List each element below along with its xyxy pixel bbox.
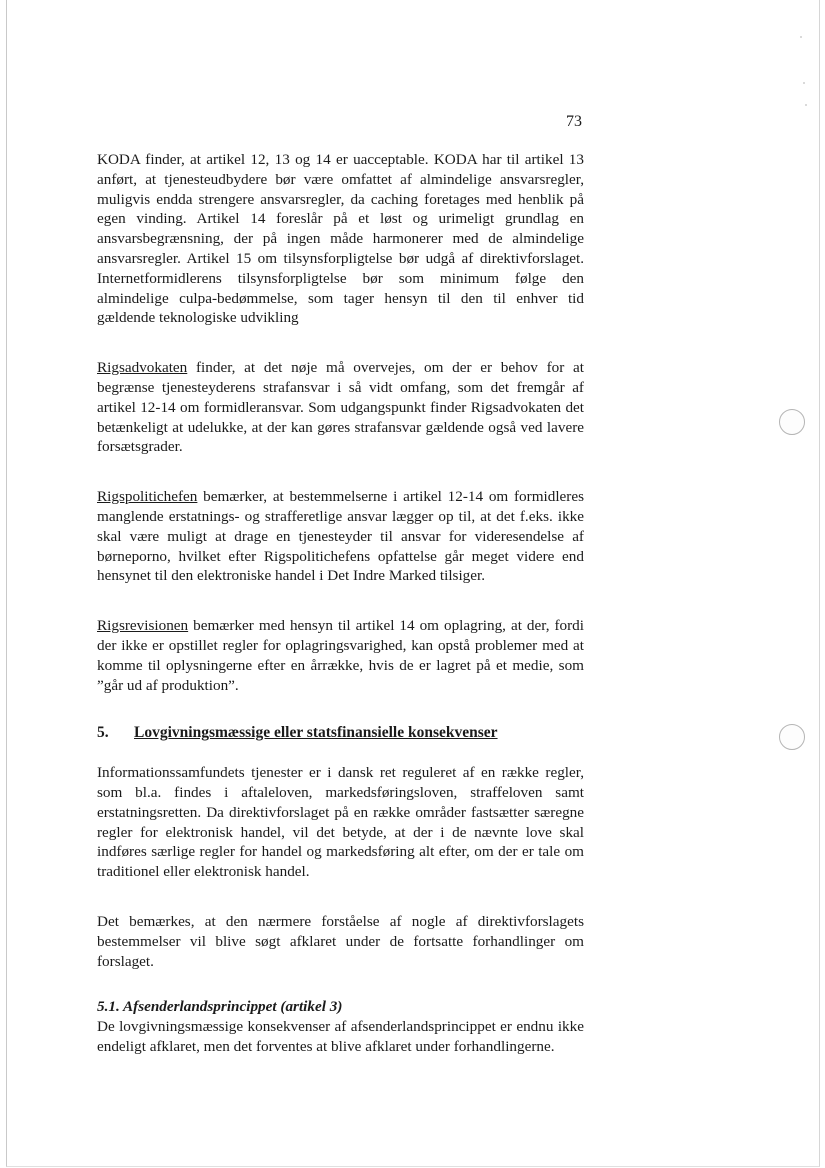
section-number: 5. [97, 724, 109, 742]
section-paragraph: Det bemærkes, at den nærmere forståelse af nogle af direktivforslagets bestemmelser vil blive søgt afklaret under de fortsatte forhandlinger om forslaget. [97, 912, 584, 970]
section-heading [97, 723, 584, 743]
punch-hole-bottom [779, 724, 805, 750]
scan-speck [805, 104, 807, 106]
paragraph-lead: Rigsadvokaten [97, 359, 188, 377]
paragraph-text: finder, at det nøje må overvejes, om der er behov for at begrænse tjenesteyderens strafansvar i så vidt omfang, som det fremgår af artikel 12-14 om formidleransvar. Som udgangspunkt finder Rigsadvokaten det betænkeligt at udelukke, at der kan gøres strafansvar gældende også ved lavere forsætsgrader. [97, 359, 584, 456]
scan-speck [803, 82, 805, 84]
scan-speck [800, 36, 802, 38]
paragraph-rigsadvokaten [97, 358, 584, 457]
punch-hole-top [779, 409, 805, 435]
document-body [97, 150, 584, 1057]
section-title: Lovgivningsmæssige eller statsfinansielle konsekvenser [134, 724, 498, 742]
paragraph-rigsrevisionen [97, 616, 584, 695]
paragraph-lead: Rigsrevisionen [97, 617, 189, 635]
subsection-text: De lovgivningsmæssige konsekvenser af afsenderlandsprincippet er endnu ikke endeligt afklaret, men det forventes at blive afklaret under forhandlingerne. [97, 1018, 584, 1055]
page-number: 73 [566, 113, 582, 130]
paragraph-text: bemærker, at bestemmelserne i artikel 12-14 om formidleres manglende erstatnings- og strafferetlige ansvar lægger op til, at det f.eks. ikke skal være muligt at drage en tjenesteyder til ansvar for videresendelse af børneporno, hvilket efter Rigspolitichefens opfattelse går meget videre end hensynet til den elektroniske handel i Det Indre Marked tilsiger. [97, 488, 584, 585]
paragraph-lead: Rigspolitichefen [97, 488, 198, 506]
paragraph-rigspolitichefen [97, 487, 584, 586]
section-paragraph: Informationssamfundets tjenester er i dansk ret reguleret af en række regler, som bl.a. findes i aftaleloven, markedsføringsloven, straffeloven samt erstatningsretten. Da direktivforslaget på en række områder fastsætter særegne regler for elektronisk handel, vil det betyde, at der i de nævnte love skal indføres særlige regler for handel og markedsføring alt efter, om der er tale om traditionel eller elektronisk handel. [97, 764, 584, 881]
paragraph-text: KODA finder, at artikel 12, 13 og 14 er uacceptable. KODA har til artikel 13 anført, at tjenesteudbydere bør være omfattet af almindelige ansvarsregler, muligvis endda strengere ansvarsregler, da caching foretages med henblik på egen vinding. Artikel 14 foreslår på et løst og urimeligt grundlag en ansvarsbegrænsning, der på ingen måde harmonerer med de almindelige ansvarsregler. Artikel 15 om tilsynsforpligtelse bør udgå af direktivforslaget. Internetformidlerens tilsynsforpligtelse bør som minimum følge den almindelige culpa-bedømmelse, som tager hensyn til den til enhver tid gældende teknologiske udvikling [97, 151, 584, 327]
paragraph-koda [97, 150, 584, 328]
paragraph-text: bemærker med hensyn til artikel 14 om oplagring, at der, fordi der ikke er opstillet regler for oplagringsvarighed, kan opstå problemer med at komme til oplysningerne efter en årrække, hvis de er lagret på et medie, som ”går ud af produktion”. [97, 617, 584, 694]
subsection-title: 5.1. Afsenderlandsprincippet (artikel 3) [97, 998, 343, 1016]
